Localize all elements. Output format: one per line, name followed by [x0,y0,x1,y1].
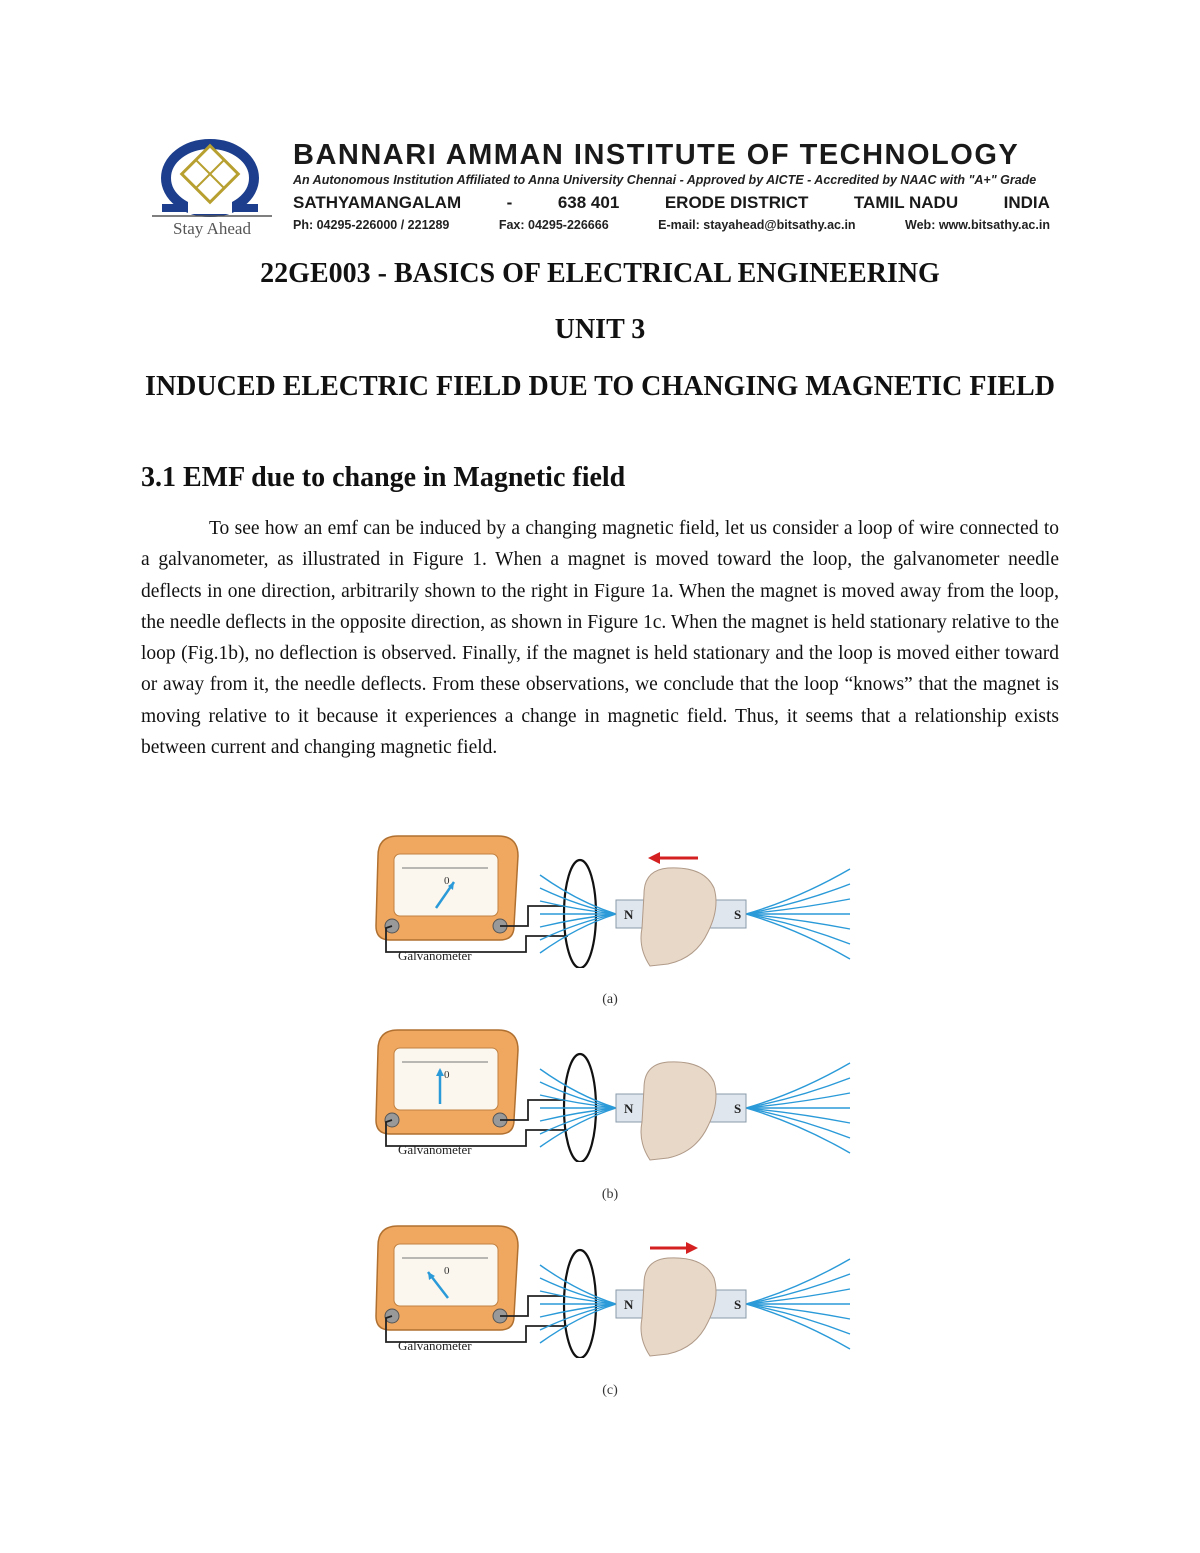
south-pole-label: S [734,1297,742,1312]
galvanometer-label: Galvanometer [398,948,472,963]
hand [641,868,716,966]
institution-header [148,138,1058,242]
figure-panel [368,828,858,968]
north-pole-label: N [624,1297,634,1312]
galvanometer-magnet-diagram [368,828,858,968]
institution-address: SATHYAMANGALAM - 638 401 ERODE DISTRICT TAMIL NADU INDIA [293,193,1050,212]
zero-label: 0 [444,875,450,887]
institution-name: BANNARI AMMAN INSTITUTE OF TECHNOLOGY [293,139,1020,171]
south-pole-label: S [734,907,742,922]
figure-panel [368,1218,858,1358]
figure-caption: (c) [602,1383,618,1398]
figure-panel [368,1022,858,1162]
body-paragraph: To see how an emf can be induced by a changing magnetic field, let us consider a loop of wire connected to a galvanometer, as illustrated in Figure 1. When a magnet is moved toward the loop, the galvanometer needle deflects in one direction, arbitrarily shown to the right in Figure 1a. When the magnet is moved away from the loop, the needle deflects in the opposite direction, as shown in Figure 1c. When the magnet is held stationary relative to the loop (Fig.1b), no deflection is observed. Finally, if the magnet is held stationary and the loop is moved either toward or away from it, the needle deflects. From these observations, we conclude that the loop “knows” that the magnet is moving relative to it because it experiences a change in magnetic field. Thus, it seems that a relationship exists between current and changing magnetic field. [141,518,1059,759]
motion-arrow [686,1242,698,1254]
logo-tagline: Stay Ahead [173,219,251,238]
unit-title: UNIT 3 [554,314,646,345]
topic-title: INDUCED ELECTRIC FIELD DUE TO CHANGING MAGNETIC FIELD [145,371,1055,402]
galvanometer-magnet-diagram [368,1022,858,1162]
figure-caption: (a) [602,992,618,1007]
institution-logo [148,138,278,242]
institution-info [293,138,1058,234]
hand [641,1258,716,1356]
north-pole-label: N [624,907,634,922]
course-title: 22GE003 - BASICS OF ELECTRICAL ENGINEERING [260,258,940,289]
figure-caption: (b) [601,1187,619,1202]
institution-affiliation: An Autonomous Institution Affiliated to Anna University Chennai - Approved by AICTE - Accredited by NAAC with "A+" Grade [293,173,1037,187]
south-pole-label: S [734,1101,742,1116]
galvanometer-label: Galvanometer [398,1338,472,1353]
galvanometer-magnet-diagram [368,1218,858,1358]
zero-label: 0 [444,1265,450,1277]
galvanometer-label: Galvanometer [398,1142,472,1157]
institution-contact: Ph: 04295-226000 / 221289 Fax: 04295-226666 E-mail: stayahead@bitsathy.ac.in Web: www.bitsathy.ac.in [293,218,1050,232]
zero-label: 0 [444,1069,450,1081]
section-heading: 3.1 EMF due to change in Magnetic field [141,462,626,493]
north-pole-label: N [624,1101,634,1116]
hand [641,1062,716,1160]
motion-arrow [648,852,660,864]
